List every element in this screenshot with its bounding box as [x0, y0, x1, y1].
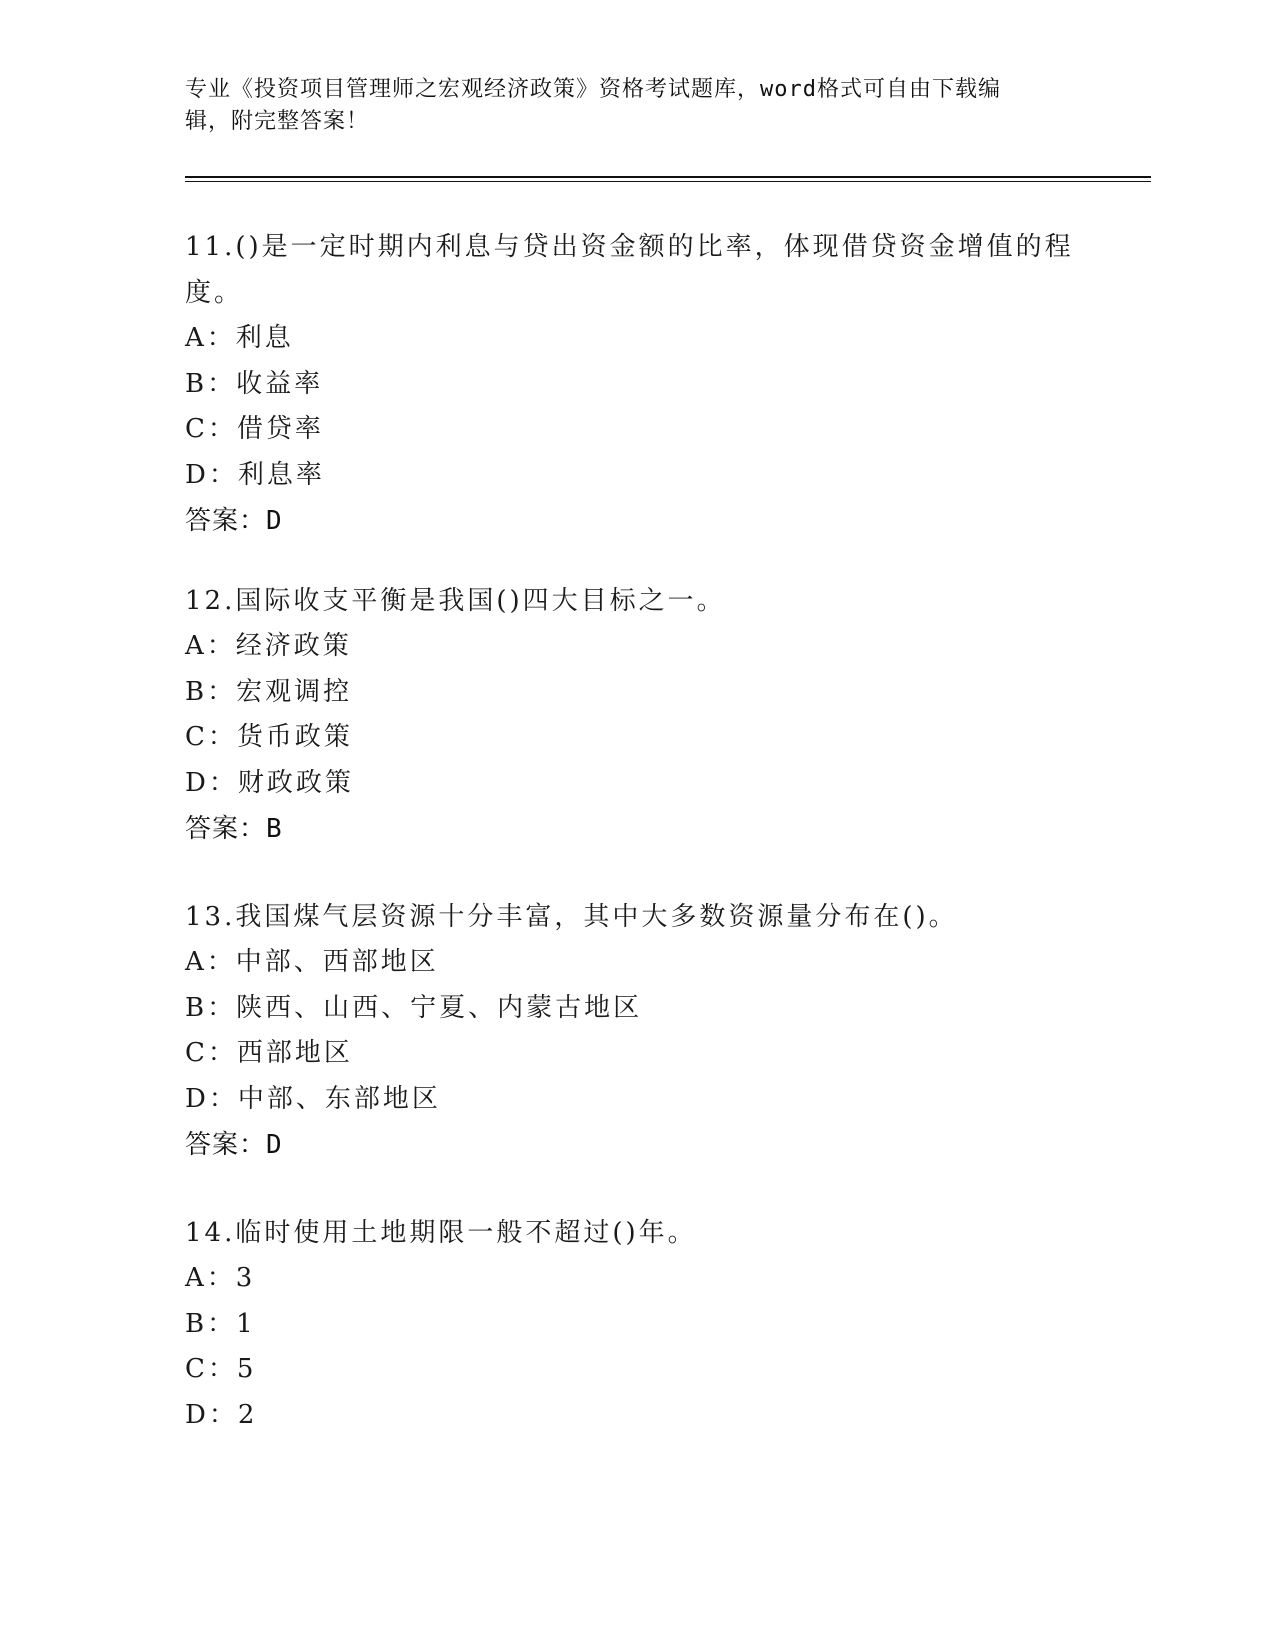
question-stem: 13.我国煤气层资源十分丰富，其中大多数资源量分布在()。 [185, 902, 958, 932]
option-c: C：5 [185, 1354, 257, 1384]
question-stem: 12.国际收支平衡是我国()四大目标之一。 [185, 586, 726, 616]
answer-label: 答案： [185, 506, 267, 536]
option-a: A：中部、西部地区 [185, 947, 439, 977]
answer-value: D [266, 1130, 283, 1160]
option-b: B：1 [185, 1308, 256, 1339]
question-14 [185, 1210, 1085, 1438]
answer-value: D [266, 506, 283, 536]
option-d: D：利息率 [185, 459, 325, 490]
option-d: D：中部、东部地区 [185, 1083, 441, 1114]
answer-value: B [266, 814, 283, 844]
question-stem: 14.临时使用土地期限一般不超过()年。 [185, 1218, 697, 1248]
header-line-1: 专业《投资项目管理师之宏观经济政策》资格考试题库，word格式可自由下载编 [185, 77, 1001, 102]
answer-line [185, 806, 1085, 852]
answer-label: 答案： [185, 814, 267, 844]
option-a: A：利息 [185, 323, 294, 353]
question-stem: 11.()是一定时期内利息与贷出资金额的比率，体现借贷资金增值的程 [185, 232, 1074, 262]
option-b: B：收益率 [185, 368, 324, 399]
answer-line [185, 1122, 1085, 1168]
option-b: B：陕西、山西、宁夏、内蒙古地区 [185, 992, 643, 1023]
header-divider [185, 176, 1151, 182]
option-d: D：财政政策 [185, 767, 354, 798]
option-a: A：3 [185, 1263, 256, 1293]
question-11 [185, 224, 1085, 544]
option-a: A：经济政策 [185, 631, 352, 661]
document-header [185, 74, 1085, 138]
answer-line [185, 498, 1085, 544]
option-b: B：宏观调控 [185, 676, 353, 707]
question-stem-continued: 度。 [185, 278, 244, 308]
option-d: D：2 [185, 1399, 258, 1430]
option-c: C：借贷率 [185, 414, 324, 444]
option-c: C：货币政策 [185, 722, 353, 752]
question-12 [185, 578, 1085, 852]
answer-label: 答案： [185, 1130, 267, 1160]
option-c: C：西部地区 [185, 1038, 353, 1068]
header-line-2: 辑，附完整答案！ [185, 109, 370, 134]
question-13 [185, 894, 1085, 1168]
